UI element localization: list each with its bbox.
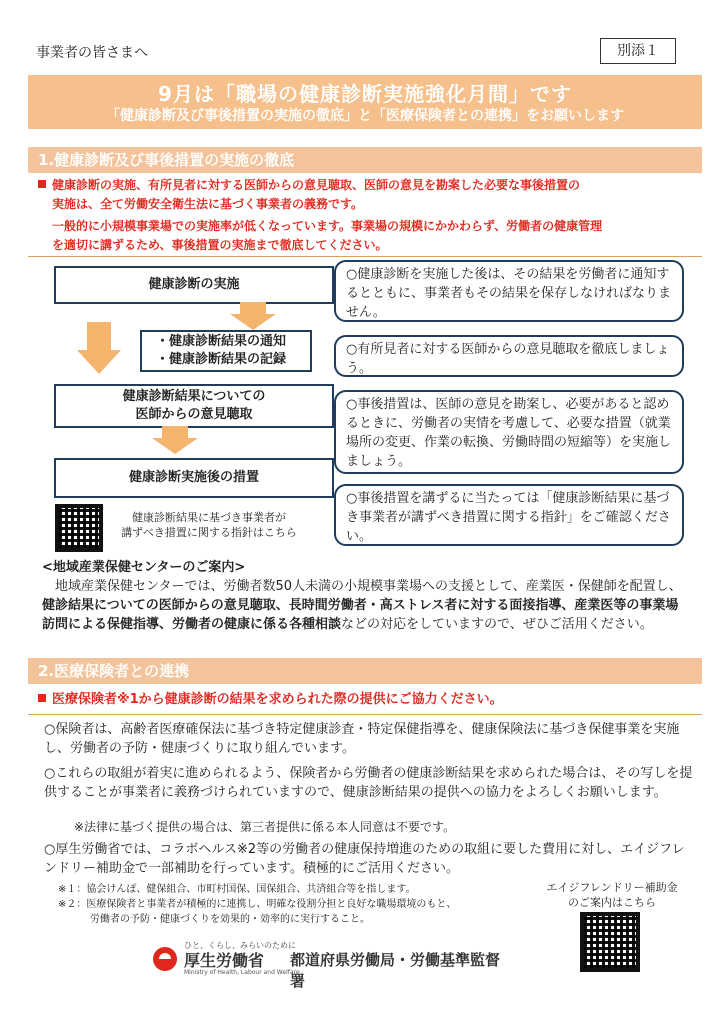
qr-caption-guideline-line1: 健康診断結果に基づき事業者が <box>132 511 286 524</box>
ministry-logo-icon <box>150 944 180 974</box>
attachment-badge: 別添１ <box>600 38 676 64</box>
bubble-guideline: ○事後措置を講ずるに当たっては「健康診断結果に基づき事業者が講ずべき措置に関する指針」をご確認ください。 <box>334 484 684 546</box>
qr-caption-subsidy-line2: のご案内はこちら <box>568 896 656 909</box>
lead-line4: を適切に講ずるため、事後措置の実施まで徹底してください。 <box>52 238 388 252</box>
qr-code-guideline[interactable] <box>55 504 103 552</box>
section1-heading-text: 1.健康診断及び事後措置の実施の徹底 <box>38 151 295 169</box>
flow-step-followup: 健康診断実施後の措置 <box>54 458 334 498</box>
lead-line3: 一般的に小規模事業場での実施率が低くなっています。事業場の規模にかかわらず、労働者の健康管理 <box>52 219 603 233</box>
bubble-notify: ○健康診断を実施した後は、その結果を労働者に通知するとともに、事業者もその結果を保存しなければなりません。 <box>334 260 684 322</box>
qr-caption-subsidy-line1: エイジフレンドリー補助金 <box>546 881 678 894</box>
section2-heading-text: 2.医療保険者との連携 <box>38 662 190 680</box>
section2-para2: ○これらの取組が着実に進められるよう、保険者から労働者の健康診断結果を求められた場合は、その写しを提供することが事業者に義務づけられていますので、健康診断結果の提供への協力をよろしくお願いします。 <box>44 766 693 800</box>
qr-caption-subsidy <box>520 880 704 910</box>
flow-step-doctor-opinion <box>54 384 334 428</box>
page-subtitle: 「健康診断及び事後措置の実施の徹底」と「医療保険者との連携」をお願いします <box>106 108 624 124</box>
flow-step-checkup: 健康診断の実施 <box>54 266 334 304</box>
section2-para2-note: ※法律に基づく提供の場合は、第三者提供に係る本人同意は不要です。 <box>74 820 456 834</box>
section2-heading <box>28 658 702 684</box>
arrow-down-icon <box>76 322 122 374</box>
flow-step-record: ・健康診断結果の記録 <box>156 352 287 367</box>
square-bullet-icon <box>38 694 46 702</box>
section2-lead <box>38 690 503 709</box>
divider <box>28 256 702 257</box>
regional-center-info <box>42 558 682 634</box>
footer <box>150 940 510 990</box>
square-bullet-icon <box>38 180 46 188</box>
flow-step-notify-record <box>140 330 312 372</box>
arrow-down-icon <box>228 302 278 332</box>
qr-code-subsidy[interactable] <box>580 912 640 972</box>
footnote2-line2: 労働者の予防・健康づくりを効果的・効率的に実行すること。 <box>90 914 370 925</box>
page-title: 9月は「職場の健康診断実施強化月間」です <box>158 82 572 106</box>
section2-lead-text: 医療保険者※1から健康診断の結果を求められた際の提供にご協力ください。 <box>52 692 503 707</box>
bubble-opinion: ○有所見者に対する医師からの意見聴取を徹底しましょう。 <box>334 335 684 377</box>
section2-para1: ○保険者は、高齢者医療確保法に基づき特定健康診査・特定保健指導を、健康保険法に基づき保健事業を実施し、労働者の予防・健康づくりに取り組んでいます。 <box>44 722 680 756</box>
ministry-tagline: ひと、くらし、みらいのために <box>184 941 296 950</box>
qr-caption-guideline-line2: 講ずべき措置に関する指針はこちら <box>121 526 297 539</box>
footnote2-line1: ※２：医療保険者と事業者が積極的に連携し、明確な役割分担と良好な職場環境のもと、 <box>58 899 457 910</box>
info-text1: 地域産業保健センターでは、労働者数50人未満の小規模事業場への支援として、産業医・保健師を配置し、 <box>55 579 682 594</box>
info-text3: などの対応をしていますので、ぜひご活用ください。 <box>341 617 653 632</box>
flow-step-notify: ・健康診断結果の通知 <box>156 334 287 349</box>
labor-offices: 都道府県労働局・労働基準監督署 <box>290 951 501 990</box>
ministry-name: 厚生労働省 <box>184 951 265 970</box>
footnote1: ※１：協会けんぽ、健保組合、市町村国保、国保組合、共済組合等を指します。 <box>58 884 416 895</box>
footnotes <box>58 882 498 927</box>
arrow-down-icon <box>150 426 200 456</box>
info-text2: 健診結果についての医師からの意見聴取、長時間労働者・高ストレス者に対する面接指導、産業医等の事業場訪問による保健指導、労働者の健康に係る各種相談 <box>42 598 679 632</box>
lead-line2: 実施は、全て労働安全衛生法に基づく事業者の義務です。 <box>52 197 364 211</box>
section1-lead <box>38 176 602 255</box>
section1-heading <box>28 147 702 173</box>
info-title: <地域産業保健センターのご案内> <box>42 560 246 575</box>
divider <box>28 714 702 715</box>
ministry-name-en: Ministry of Health, Labour and Welfare <box>184 969 300 976</box>
intro-text: 事業者の皆さまへ <box>36 45 148 61</box>
title-banner <box>28 75 702 129</box>
lead-line1: 健康診断の実施、有所見者に対する医師からの意見聴取、医師の意見を勘案した必要な事後措置の <box>52 178 581 192</box>
flow-step-doctor-opinion-line1: 健康診断結果についての <box>122 389 266 404</box>
bubble-measures: ○事後措置は、医師の意見を勘案し、必要があると認めるときに、労働者の実情を考慮して、必要な措置（就業場所の変更、作業の転換、労働時間の短縮等）を実施しましょう。 <box>334 390 684 474</box>
flow-step-doctor-opinion-line2: 医師からの意見聴取 <box>135 407 253 422</box>
qr-caption-guideline <box>114 510 304 540</box>
section2-para3: ○厚生労働省では、コラボヘルス※2等の労働者の健康保持増進のための取組に要した費用に対し、エイジフレンドリー補助金で一部補助を行っています。積極的にご活用ください。 <box>44 842 685 876</box>
